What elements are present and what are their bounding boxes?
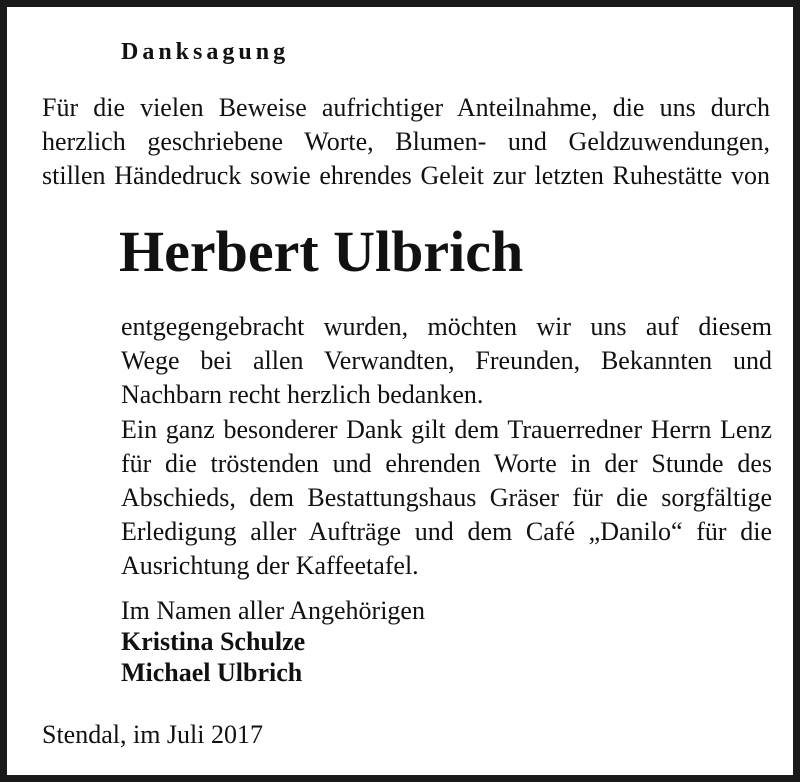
intro-line: herzlich geschriebene Worte, Blumen- und Geldzuwendungen, (42, 127, 770, 156)
notice-heading: Danksagung (121, 39, 290, 65)
body-line: Abschieds, dem Bestattungshaus Gräser für die sorgfältige (121, 483, 772, 513)
body-line: Erledigung aller Aufträge und dem Café „Danilo“ für die (121, 517, 772, 547)
signer-name: Michael Ulbrich (121, 658, 303, 687)
body-line: für die tröstenden und ehrenden Worte in der Stunde des (121, 448, 772, 478)
intro-paragraph (42, 91, 770, 193)
body-line: entgegengebracht wurden, möchten wir uns auf diesem (121, 312, 772, 341)
place-date: Stendal, im Juli 2017 (42, 720, 263, 749)
signoff-block (121, 595, 425, 688)
intro-line: Für die vielen Beweise aufrichtiger Anteilnahme, die uns durch (42, 93, 770, 122)
body-line: Ein ganz besonderer Dank gilt dem Trauerredner Herrn Lenz (121, 414, 772, 444)
intro-line: stillen Händedruck sowie ehrendes Geleit zur letzten Ruhestätte von (42, 161, 770, 190)
body-line: Ausrichtung der Kaffeetafel. (121, 551, 419, 581)
thanks-paragraph (121, 310, 772, 584)
body-line: Wege bei allen Verwandten, Freunden, Bekannten und (121, 346, 772, 376)
signer-name: Kristina Schulze (121, 627, 306, 656)
body-line: Nachbarn recht herzlich bedanken. (121, 380, 484, 410)
deceased-name: Herbert Ulbrich (119, 219, 524, 284)
signoff-text: Im Namen aller Angehörigen (121, 596, 425, 625)
